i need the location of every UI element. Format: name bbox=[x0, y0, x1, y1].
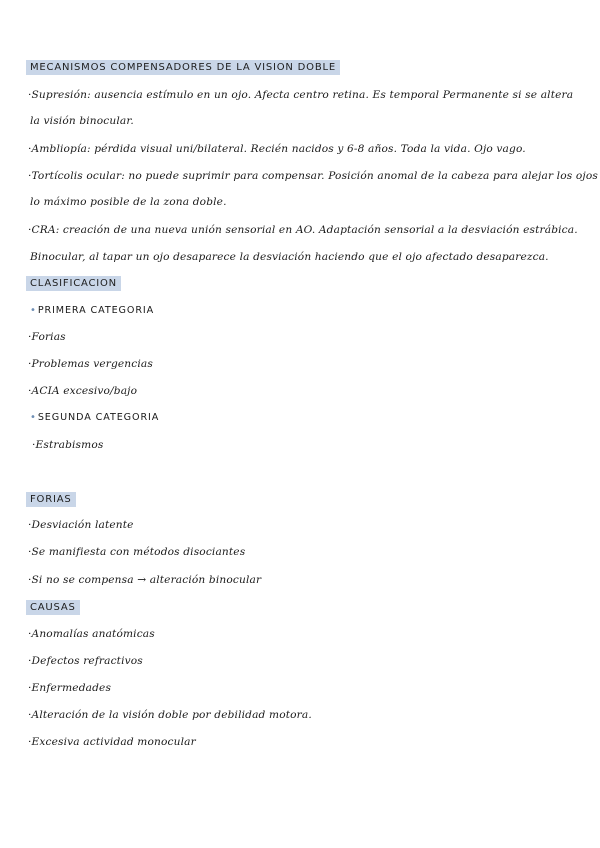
category-label-1 bbox=[30, 305, 154, 316]
text-line: ·CRA: creación de una nueva unión sensorial en AO. Adaptación sensorial a la desviación estrábica. bbox=[28, 224, 578, 236]
text-line: ·Alteración de la visión doble por debilidad motora. bbox=[28, 709, 312, 721]
category-text: SEGUNDA CATEGORIA bbox=[37, 412, 160, 423]
text-line: Binocular, al tapar un ojo desaparece la desviación haciendo que el ojo afectado desaparezca. bbox=[30, 251, 549, 263]
text-line: ·Desviación latente bbox=[28, 519, 134, 531]
text-line: ·Enfermedades bbox=[28, 682, 112, 694]
section-heading-mecanismos: MECANISMOS COMPENSADORES DE LA VISION DOBLE bbox=[26, 60, 340, 75]
list-item: ·Problemas vergencias bbox=[28, 358, 153, 370]
text-line: ·Supresión: ausencia estímulo en un ojo. Afecta centro retina. Es temporal Permanente si se altera bbox=[28, 89, 574, 101]
section-heading-forias: FORIAS bbox=[26, 492, 76, 507]
text-line: la visión binocular. bbox=[30, 115, 134, 127]
list-item: ·ACIA excesivo/bajo bbox=[28, 385, 138, 397]
list-item: ·Estrabismos bbox=[32, 439, 104, 451]
section-heading-clasificacion: CLASIFICACION bbox=[26, 276, 121, 291]
bullet-dot-icon: • bbox=[30, 412, 37, 423]
text-line: ·Tortícolis ocular: no puede suprimir para compensar. Posición anomal de la cabeza para alejar los ojos bbox=[28, 170, 598, 182]
bullet-dot-icon: • bbox=[30, 305, 37, 316]
text-line: ·Defectos refractivos bbox=[28, 655, 143, 667]
text-line: ·Se manifiesta con métodos disociantes bbox=[28, 546, 246, 558]
text-line: ·Anomalías anatómicas bbox=[28, 628, 155, 640]
text-line: ·Si no se compensa → alteración binocular bbox=[28, 574, 262, 586]
text-line: ·Excesiva actividad monocular bbox=[28, 736, 196, 748]
text-line: ·Ambliopía: pérdida visual uni/bilateral. Recién nacidos y 6-8 años. Toda la vida. Ojo vago. bbox=[28, 143, 526, 155]
category-text: PRIMERA CATEGORIA bbox=[37, 305, 155, 316]
section-heading-causas: CAUSAS bbox=[26, 600, 80, 615]
list-item: ·Forias bbox=[28, 331, 66, 343]
category-label-2 bbox=[30, 412, 159, 423]
text-line: lo máximo posible de la zona doble. bbox=[30, 196, 227, 208]
